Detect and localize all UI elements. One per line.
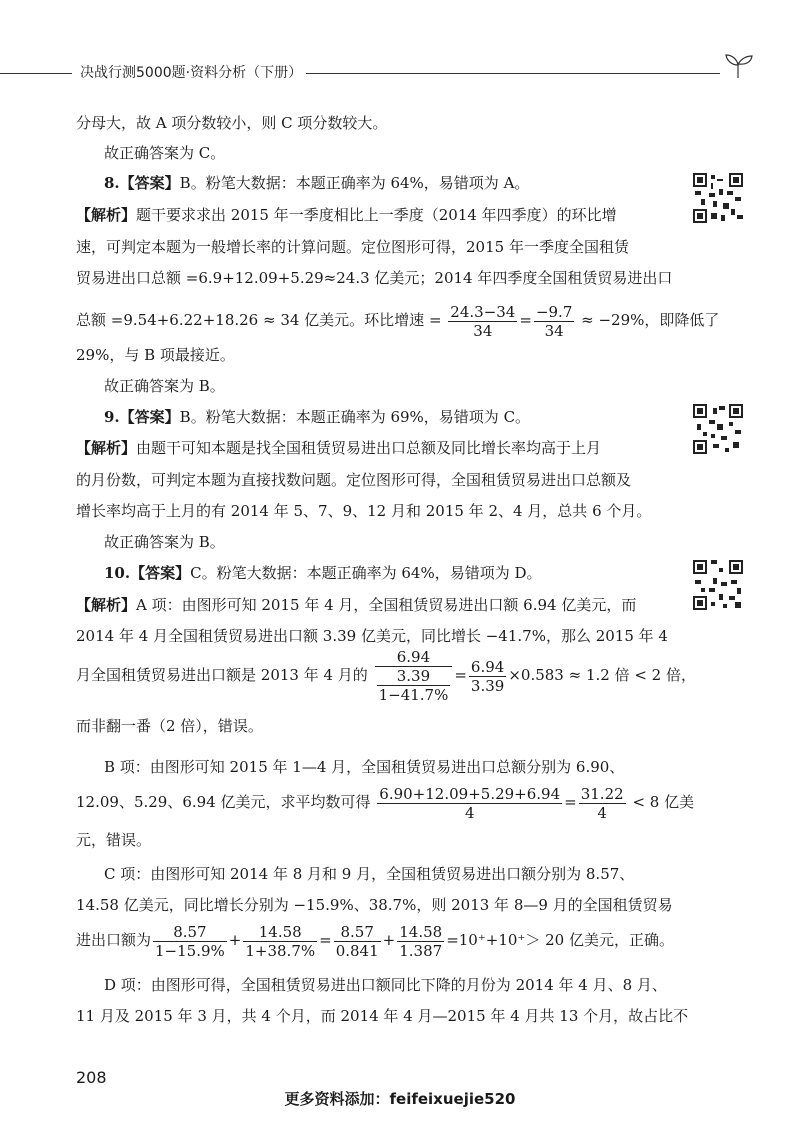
answer-line: 故正确答案为 B。: [104, 377, 225, 395]
q8-answer: [104, 173, 529, 193]
analysis-tag: 【解析】: [76, 596, 137, 614]
numerator: 31.22: [580, 784, 624, 803]
fraction: [579, 785, 626, 822]
formula-suffix: < 8 亿美: [632, 793, 695, 811]
header-rule-right: [300, 73, 720, 74]
qr-code-icon[interactable]: [693, 404, 743, 454]
text-line: 14.58 亿美元，同比增长分别为 −15.9%、38.7%，则 2013 年 8—9 月的全国租赁贸易: [76, 896, 673, 914]
inner-numerator: 3.39: [377, 667, 451, 686]
numerator: 6.90+12.09+5.29+6.94: [379, 784, 561, 803]
formula-line: 月全国租赁贸易进出口额是 2013 年 4 月的 $\frac{6.94}{\frac{3.39}{1-41.7\%}}$ = $\frac{6.94}{3.39}$ ×0.583 ≈ 1.2 倍 < 2 倍，: [76, 648, 696, 704]
fraction: [153, 923, 227, 960]
text-line: D 项：由图形可得，全国租赁贸易进出口额同比下降的月份为 2014 年 4 月、8 月、: [104, 976, 667, 994]
numerator: 8.57: [153, 923, 227, 942]
equals-sign: =: [519, 311, 532, 329]
answer-tag: 9.【答案】: [104, 408, 180, 426]
fraction: [397, 923, 444, 960]
formula-suffix: ≈ −29%，即降低了: [581, 311, 720, 329]
numerator: 14.58: [243, 923, 317, 942]
formula-line: 12.09、5.29、6.94 亿美元，求平均数可得 $\frac{6.90+12.09+5.29+6.94}{4}$ = $\frac{31.22}{4}$ < 8 亿美: [76, 784, 695, 822]
text-line: 元，错误。: [76, 831, 152, 849]
text-line: 11 月及 2015 年 3 月，共 4 个月，而 2014 年 4 月—2015 年 4 月共 13 个月，故占比不: [76, 1007, 689, 1025]
formula-prefix: 月全国租赁贸易进出口额是 2013 年 4 月的: [76, 666, 368, 684]
formula-prefix: 总额 =9.54+6.22+18.26 ≈ 34 亿美元。环比增速 =: [76, 311, 442, 329]
numerator: 8.57: [334, 923, 381, 942]
fraction: [469, 658, 506, 695]
running-header: 决战行测5000题·资料分析（下册）: [76, 62, 306, 82]
formula-prefix: 12.09、5.29、6.94 亿美元，求平均数可得: [76, 793, 371, 811]
formula-prefix: 进出口额为: [76, 931, 152, 949]
header-rule-left: [0, 73, 72, 74]
denominator: 1.387: [399, 941, 443, 960]
denominator: 1+38.7%: [245, 941, 316, 960]
denominator: 3.39: [470, 676, 505, 695]
numerator: 14.58: [399, 922, 443, 941]
answer-tag: 8.【答案】: [104, 174, 180, 192]
answer-text: C。粉笔大数据：本题正确率为 64%，易错项为 D。: [190, 564, 542, 582]
qr-code-icon[interactable]: [693, 560, 743, 610]
text-line: B 项：由图形可知 2015 年 1—4 月，全国租赁贸易进出口总额分别为 6.90、: [104, 758, 625, 776]
q10-analysis: [76, 595, 636, 615]
answer-text: B。粉笔大数据：本题正确率为 69%，易错项为 C。: [179, 408, 531, 426]
formula-line: 进出口额为 $\frac{8.57}{1-15.9\%}$ + $\frac{14.58}{1+38.7\%}$ = $\frac{8.57}{0.841}$ + $\frac{14.58}{1.387}$ =10⁺+10⁺＞ 20 亿美元，正确。: [76, 922, 674, 960]
fraction: [377, 785, 562, 822]
denominator: [375, 667, 453, 704]
denominator: 34: [473, 321, 493, 340]
q9-answer: [104, 407, 530, 427]
text-line: 增长率均高于上月的有 2014 年 5、7、9、12 月和 2015 年 2、4 月，总共 6 个月。: [76, 502, 652, 520]
numerator: −9.7: [535, 302, 573, 321]
analysis-text: A 项：由图形可知 2015 年 4 月，全国租赁贸易进出口额 6.94 亿美元，而: [136, 596, 637, 614]
inner-denominator: 1−41.7%: [378, 686, 449, 704]
text-line: 贸易进出口总额 =6.9+12.09+5.29≈24.3 亿美元；2014 年四季度全国租赁贸易进出口: [76, 269, 673, 287]
text-line: 速，可判定本题为一般增长率的计算问题。定位图形可得，2015 年一季度全国租赁: [76, 238, 629, 256]
numerator: 24.3−34: [450, 302, 516, 321]
denominator: 1−15.9%: [155, 941, 225, 960]
denominator: 0.841: [335, 941, 379, 960]
q8-analysis: [76, 205, 617, 225]
sprout-icon: [722, 52, 754, 78]
numerator: 6.94: [375, 648, 453, 667]
numerator: 6.94: [470, 657, 505, 676]
answer-text: B。粉笔大数据：本题正确率为 64%，易错项为 A。: [179, 174, 530, 192]
denominator: 34: [544, 321, 564, 340]
formula-line: [76, 300, 719, 340]
q9-analysis: [76, 438, 601, 458]
fraction: [448, 303, 517, 340]
qr-code-icon[interactable]: [693, 173, 743, 223]
text-line: 的月份数，可判定本题为直接找数问题。定位图形可得，全国租赁贸易进出口总额及: [76, 471, 632, 489]
answer-line: 故正确答案为 C。: [104, 144, 226, 162]
answer-tag: 10.【答案】: [104, 564, 191, 582]
fraction: [534, 303, 574, 340]
answer-line: 故正确答案为 B。: [104, 533, 225, 551]
analysis-text: 由题干可知本题是找全国租赁贸易进出口总额及同比增长率均高于上月: [136, 439, 602, 457]
text-line: 分母大，故 A 项分数较小，则 C 项分数较大。: [76, 114, 388, 132]
formula-suffix: =10⁺+10⁺＞ 20 亿美元，正确。: [446, 931, 674, 949]
denominator: 4: [464, 803, 475, 822]
analysis-tag: 【解析】: [76, 439, 137, 457]
compound-fraction: [375, 648, 453, 704]
text-line: 而非翻一番（2 倍），错误。: [76, 717, 263, 735]
analysis-tag: 【解析】: [76, 206, 137, 224]
fraction: [243, 923, 317, 960]
footer-note: 更多资料添加：feifeixuejie520: [284, 1090, 516, 1108]
denominator: 4: [597, 803, 607, 822]
page-number: 208: [76, 1068, 107, 1087]
analysis-text: 题干要求求出 2015 年一季度相比上一季度（2014 年四季度）的环比增: [136, 206, 617, 224]
text-line: C 项：由图形可知 2014 年 8 月和 9 月，全国租赁贸易进出口额分别为 8.57、: [104, 865, 635, 883]
fraction: [334, 923, 381, 960]
text-line: 2014 年 4 月全国租赁贸易进出口额 3.39 亿美元，同比增长 −41.7%，那么 2015 年 4: [76, 627, 668, 645]
q10-answer: [104, 563, 542, 583]
text-line: 29%，与 B 项最接近。: [76, 346, 235, 364]
formula-suffix: ×0.583 ≈ 1.2 倍 < 2 倍，: [508, 666, 696, 684]
